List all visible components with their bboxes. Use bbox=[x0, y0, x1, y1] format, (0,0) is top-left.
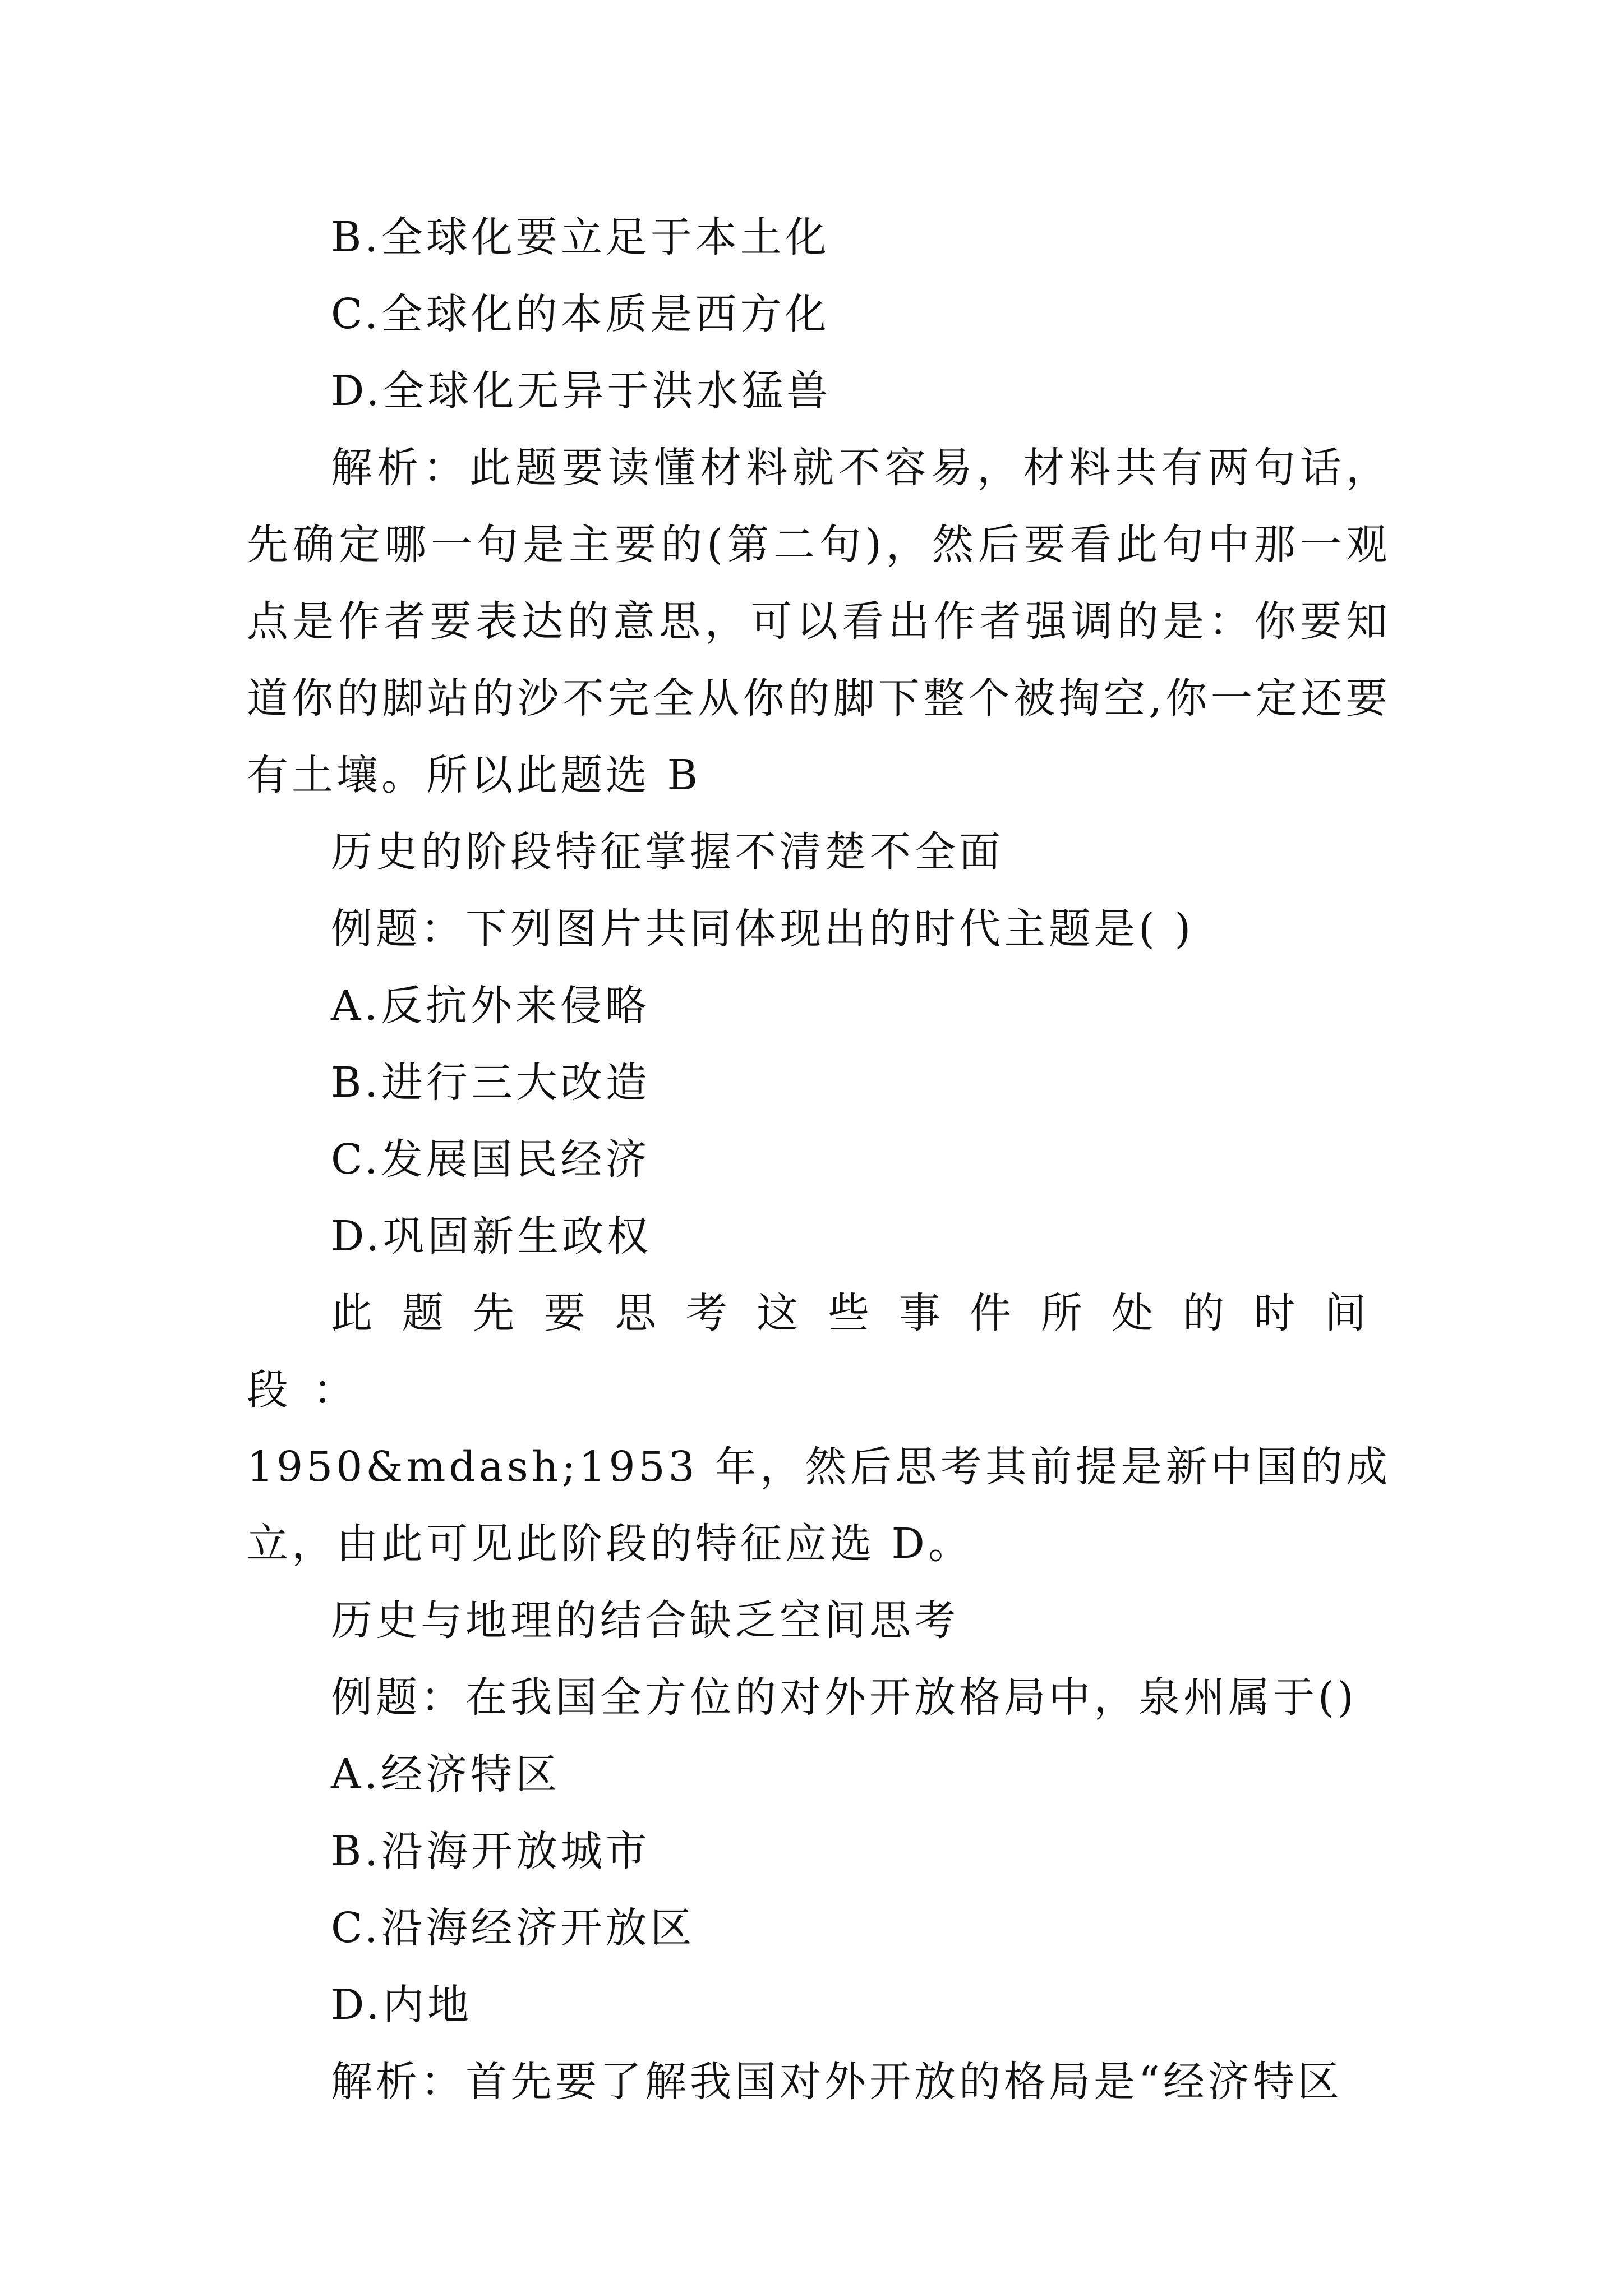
analysis-paragraph-2-line-2: 1950&mdash;1953 年，然后思考其前提是新中国的成立，由此可见此阶段的特征应选 D。 bbox=[247, 1443, 1391, 1568]
option-d-globalization: D.全球化无异于洪水猛兽 bbox=[331, 367, 832, 415]
analysis-paragraph-1: 解析：此题要读懂材料就不容易，材料共有两句话，先确定哪一句是主要的(第二句)，然后要看此句中那一观点是作者要表达的意思，可以看出作者强调的是：你要知道你的脚站的沙不完全从你的脚下整个被掏空,你一定还要有土壤。所以此题选 B bbox=[247, 444, 1391, 799]
option-d-3: D.内地 bbox=[331, 1981, 473, 2029]
option-a-3: A.经济特区 bbox=[331, 1750, 560, 1798]
option-c-2: C.发展国民经济 bbox=[331, 1135, 651, 1184]
option-b-globalization: B.全球化要立足于本土化 bbox=[331, 213, 830, 261]
option-c-3: C.沿海经济开放区 bbox=[331, 1904, 695, 1952]
section-heading-stage-features: 历史的阶段特征掌握不清楚不全面 bbox=[331, 828, 1004, 876]
analysis-paragraph-2-line-1: 此题先要思考这些事件所处的时间段： bbox=[247, 1289, 1391, 1414]
option-c-globalization: C.全球化的本质是西方化 bbox=[331, 290, 830, 338]
example-question-3: 例题：在我国全方位的对外开放格局中，泉州属于() bbox=[331, 1673, 1357, 1722]
section-heading-history-geography: 历史与地理的结合缺乏空间思考 bbox=[331, 1596, 959, 1645]
example-question-2: 例题：下列图片共同体现出的时代主题是( ) bbox=[331, 905, 1195, 953]
option-a-2: A.反抗外来侵略 bbox=[331, 982, 650, 1030]
option-d-2: D.巩固新生政权 bbox=[331, 1212, 652, 1260]
option-b-3: B.沿海开放城市 bbox=[331, 1827, 651, 1875]
document-body bbox=[247, 199, 1391, 2120]
analysis-paragraph-3: 解析：首先要了解我国对外开放的格局是“经济特区 bbox=[331, 2058, 1343, 2106]
option-b-2: B.进行三大改造 bbox=[331, 1059, 651, 1107]
